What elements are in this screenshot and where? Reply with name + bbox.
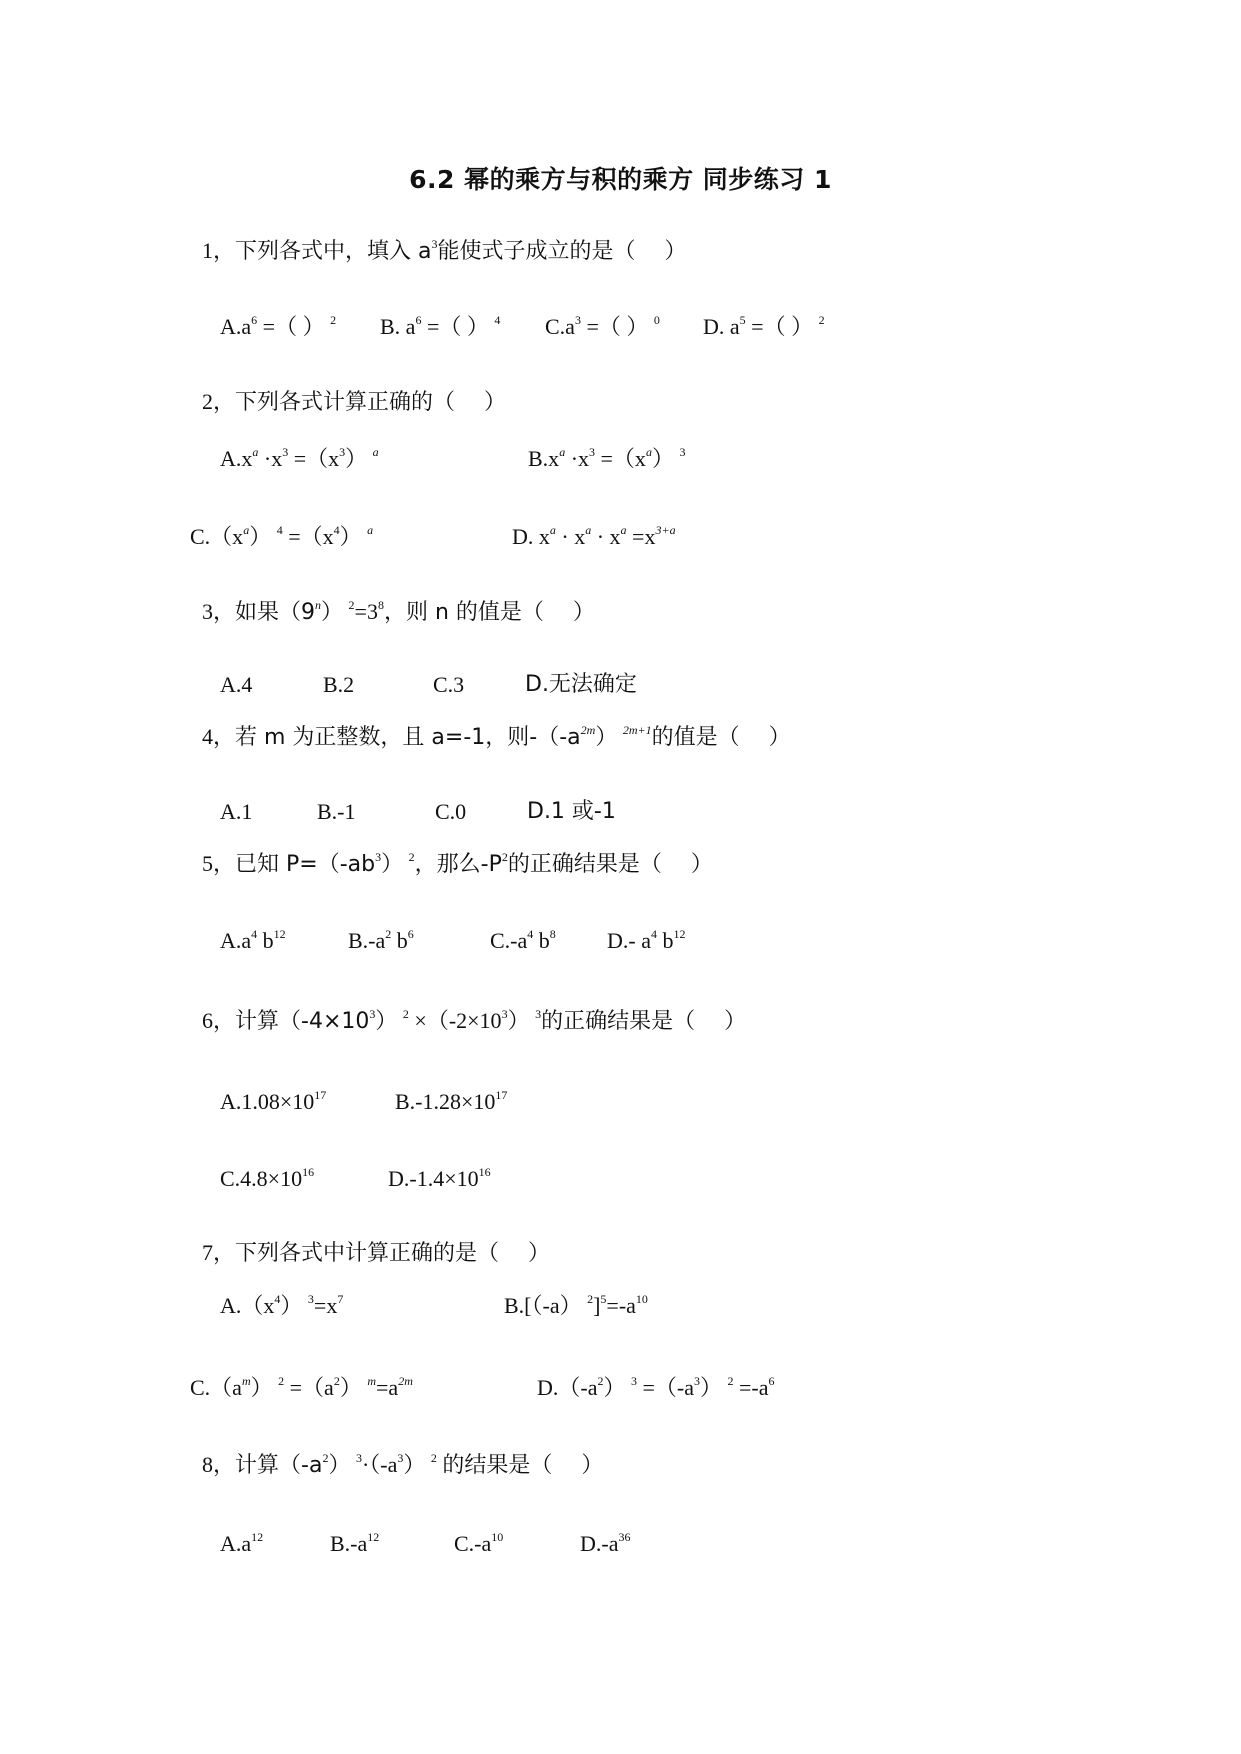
stem-text: 下列各式中计算正确的是（ ） bbox=[235, 1241, 551, 1266]
superscript: 3 bbox=[307, 1292, 314, 1306]
question-number: 8， bbox=[202, 1452, 236, 1477]
option-text: =（ ） bbox=[257, 314, 325, 339]
option-text: =（x bbox=[595, 446, 646, 471]
option-b[interactable] bbox=[504, 1291, 648, 1321]
option-text: b bbox=[391, 928, 408, 953]
option-text: C.4.8×10 bbox=[220, 1166, 303, 1191]
option-text: =（x bbox=[288, 446, 340, 471]
option-text: B.-a bbox=[330, 1531, 368, 1556]
option-b[interactable] bbox=[380, 312, 500, 342]
option-text: A.a bbox=[220, 314, 252, 339]
superscript: 2 bbox=[587, 1292, 594, 1306]
superscript: a bbox=[645, 445, 652, 459]
option-a[interactable]: A.4 bbox=[220, 672, 253, 697]
superscript: 2 bbox=[278, 1374, 285, 1388]
option-text: D.- a bbox=[607, 928, 651, 953]
stem-text: ） bbox=[507, 1008, 530, 1033]
option-text: ） bbox=[280, 1293, 303, 1318]
superscript: 4 bbox=[274, 1292, 281, 1306]
stem-text: ） bbox=[403, 1452, 426, 1477]
superscript: 17 bbox=[314, 1088, 327, 1102]
option-c[interactable] bbox=[545, 312, 660, 342]
option-d[interactable] bbox=[703, 312, 825, 342]
option-text: b bbox=[656, 928, 674, 953]
superscript: 4 bbox=[527, 927, 534, 941]
superscript: a bbox=[559, 445, 566, 459]
option-text: ） bbox=[339, 524, 362, 549]
stem-text: 的值是（ ） bbox=[651, 725, 791, 750]
superscript: m bbox=[241, 1374, 251, 1388]
option-c[interactable]: C.3 bbox=[433, 672, 465, 697]
superscript: 3 bbox=[574, 313, 581, 327]
superscript: 7 bbox=[337, 1292, 344, 1306]
superscript: 3 bbox=[589, 445, 596, 459]
option-text: b bbox=[533, 928, 550, 953]
option-a[interactable] bbox=[220, 1529, 263, 1559]
question-6-stem bbox=[202, 1006, 746, 1037]
option-text: D.-1.4×10 bbox=[388, 1166, 479, 1191]
option-text: ·x bbox=[565, 446, 590, 471]
option-text: =（x bbox=[282, 524, 334, 549]
superscript: 3 bbox=[282, 445, 289, 459]
superscript: 3 bbox=[397, 1451, 404, 1465]
superscript: 3 bbox=[679, 445, 686, 459]
stem-text: 已知 P=（-ab bbox=[235, 852, 376, 877]
option-b[interactable] bbox=[395, 1087, 507, 1117]
stem-text: ） bbox=[381, 851, 404, 876]
option-c[interactable] bbox=[190, 522, 373, 552]
superscript: m bbox=[367, 1374, 377, 1388]
superscript: 4 bbox=[494, 313, 501, 327]
superscript: a bbox=[549, 523, 556, 537]
option-a[interactable] bbox=[220, 312, 336, 342]
superscript: 6 bbox=[407, 927, 414, 941]
stem-text: 能使式子成立的是（ ） bbox=[437, 239, 687, 264]
option-text: B.[（-a） bbox=[504, 1293, 582, 1318]
option-text: C.-a bbox=[490, 928, 528, 953]
option-d[interactable]: D.1 或-1 bbox=[527, 799, 616, 824]
option-text: =（ ） bbox=[580, 314, 649, 339]
option-a[interactable]: A.1 bbox=[220, 799, 253, 824]
question-3-stem bbox=[202, 597, 595, 628]
superscript: 3+a bbox=[655, 523, 676, 537]
stem-text: 如果（9 bbox=[235, 600, 316, 625]
superscript: 4 bbox=[251, 927, 258, 941]
option-text: ） bbox=[249, 524, 272, 549]
option-a[interactable] bbox=[220, 1087, 326, 1117]
option-text: C.a bbox=[545, 314, 575, 339]
question-7-stem bbox=[202, 1238, 550, 1269]
superscript: a bbox=[620, 523, 627, 537]
option-c[interactable]: C.0 bbox=[435, 799, 467, 824]
superscript: 2 bbox=[348, 598, 355, 612]
superscript: 2 bbox=[501, 850, 508, 864]
stem-text: 的结果是（ ） bbox=[442, 1453, 604, 1478]
superscript: 17 bbox=[495, 1088, 508, 1102]
option-text: ·x bbox=[258, 446, 283, 471]
option-text: · x bbox=[555, 524, 586, 549]
stem-text: ） bbox=[595, 724, 618, 749]
superscript: 3 bbox=[339, 445, 346, 459]
superscript: 12 bbox=[273, 927, 286, 941]
superscript: 4 bbox=[276, 523, 283, 537]
stem-text: ） bbox=[328, 1452, 351, 1477]
question-2-stem bbox=[202, 387, 506, 418]
superscript: 2 bbox=[597, 1374, 604, 1388]
superscript: 2 bbox=[322, 1451, 329, 1465]
option-text: =（a bbox=[284, 1375, 334, 1400]
superscript: 5 bbox=[600, 1292, 607, 1306]
superscript: 2 bbox=[333, 1374, 340, 1388]
superscript: 3 bbox=[369, 1007, 376, 1021]
superscript: 12 bbox=[367, 1530, 380, 1544]
option-d[interactable]: D.无法确定 bbox=[525, 672, 637, 697]
superscript: 6 bbox=[768, 1374, 775, 1388]
question-8-stem bbox=[202, 1450, 603, 1481]
superscript: 10 bbox=[491, 1530, 504, 1544]
option-text: =a bbox=[376, 1375, 399, 1400]
option-c[interactable] bbox=[490, 926, 556, 956]
superscript: 2 bbox=[385, 927, 392, 941]
option-b[interactable] bbox=[330, 1529, 379, 1559]
superscript: 10 bbox=[635, 1292, 648, 1306]
superscript: 12 bbox=[673, 927, 686, 941]
option-d[interactable] bbox=[512, 522, 676, 552]
superscript: 3 bbox=[375, 850, 382, 864]
option-text: ） bbox=[651, 446, 674, 471]
superscript: 8 bbox=[377, 598, 384, 612]
superscript: 3 bbox=[535, 1007, 542, 1021]
option-text: · x bbox=[591, 524, 621, 549]
page-title: 6.2 幂的乘方与积的乘方 同步练习 1 bbox=[409, 165, 832, 194]
superscript: 3 bbox=[694, 1374, 700, 1388]
stem-text: ，则 n 的值是（ ） bbox=[383, 600, 595, 625]
question-number: 4， bbox=[202, 724, 236, 749]
superscript: 3 bbox=[355, 1451, 362, 1465]
stem-text: 下列各式中，填入 a bbox=[235, 239, 432, 264]
stem-text: ，那么-P bbox=[414, 852, 502, 877]
superscript: 2m bbox=[580, 723, 596, 737]
superscript: 36 bbox=[618, 1530, 631, 1544]
option-text: =（ ） bbox=[421, 314, 489, 339]
option-text: D.（-a bbox=[537, 1375, 598, 1400]
question-number: 2， bbox=[202, 389, 236, 414]
stem-text: 的正确结果是（ ） bbox=[507, 852, 713, 877]
option-text: ] bbox=[593, 1293, 601, 1318]
option-c[interactable] bbox=[190, 1373, 413, 1403]
superscript: 5 bbox=[739, 313, 746, 327]
question-number: 1， bbox=[202, 238, 236, 263]
option-b[interactable] bbox=[348, 926, 414, 956]
option-text: A.1.08×10 bbox=[220, 1089, 315, 1114]
superscript: 16 bbox=[478, 1165, 491, 1179]
superscript: 2m bbox=[398, 1374, 413, 1388]
option-text: =（-a bbox=[637, 1375, 694, 1400]
option-d[interactable] bbox=[537, 1373, 775, 1403]
superscript: a bbox=[585, 523, 592, 537]
superscript: 2 bbox=[430, 1451, 437, 1465]
superscript: 2 bbox=[818, 313, 825, 327]
option-text: ） bbox=[345, 446, 368, 471]
option-text: B.-1.28×10 bbox=[395, 1089, 496, 1114]
option-a[interactable] bbox=[220, 444, 379, 474]
option-b[interactable]: B.2 bbox=[323, 672, 355, 697]
superscript: 12 bbox=[251, 1530, 264, 1544]
superscript: a bbox=[252, 445, 259, 459]
superscript: a bbox=[372, 445, 379, 459]
superscript: a bbox=[243, 523, 250, 537]
option-text: A.x bbox=[220, 446, 253, 471]
question-number: 5， bbox=[202, 851, 236, 876]
option-c[interactable] bbox=[454, 1529, 503, 1559]
option-text: =x bbox=[313, 1293, 338, 1318]
stem-text: 若 m 为正整数，且 a=-1，则-（-a bbox=[235, 725, 581, 750]
option-text: =（ ） bbox=[745, 314, 814, 339]
superscript: 6 bbox=[251, 313, 258, 327]
option-text: D. a bbox=[703, 314, 740, 339]
superscript: 2 bbox=[408, 850, 415, 864]
option-c[interactable] bbox=[220, 1164, 314, 1194]
option-text: =-a bbox=[733, 1375, 769, 1400]
option-b[interactable]: B.-1 bbox=[317, 799, 356, 824]
option-b[interactable] bbox=[528, 444, 685, 474]
stem-text: ） bbox=[375, 1008, 398, 1033]
stem-text: =3 bbox=[354, 599, 378, 624]
superscript: 2m+1 bbox=[622, 723, 652, 737]
option-text: B.-a bbox=[348, 928, 386, 953]
option-text: b bbox=[257, 928, 274, 953]
option-d[interactable] bbox=[607, 926, 685, 956]
question-5-stem bbox=[202, 849, 713, 880]
option-text: =-a bbox=[606, 1293, 636, 1318]
superscript: 4 bbox=[333, 523, 340, 537]
option-a[interactable] bbox=[220, 926, 286, 956]
stem-text: 计算（-4×10 bbox=[235, 1009, 370, 1034]
option-text: A.a bbox=[220, 1531, 252, 1556]
stem-text: ×（-2×10 bbox=[408, 1008, 502, 1033]
question-number: 7， bbox=[202, 1240, 236, 1265]
superscript: 3 bbox=[501, 1007, 508, 1021]
stem-text: 的正确结果是（ ） bbox=[541, 1009, 747, 1034]
option-text: C.（x bbox=[190, 524, 244, 549]
superscript: 3 bbox=[431, 237, 438, 251]
stem-text: ） bbox=[321, 599, 344, 624]
option-text: A.a bbox=[220, 928, 252, 953]
superscript: 4 bbox=[650, 927, 657, 941]
option-text: ） bbox=[603, 1375, 626, 1400]
superscript: 2 bbox=[727, 1374, 734, 1388]
stem-text: 计算（-a bbox=[235, 1453, 323, 1478]
option-text: =x bbox=[626, 524, 656, 549]
question-number: 3， bbox=[202, 599, 236, 624]
option-text: ） bbox=[250, 1375, 273, 1400]
superscript: 3 bbox=[631, 1374, 637, 1388]
option-text: D. x bbox=[512, 524, 550, 549]
option-a[interactable] bbox=[220, 1291, 343, 1321]
superscript: 16 bbox=[302, 1165, 315, 1179]
option-text: A.（x bbox=[220, 1293, 275, 1318]
option-d[interactable] bbox=[580, 1529, 630, 1559]
stem-text: 下列各式计算正确的（ ） bbox=[235, 390, 507, 415]
option-text: ） bbox=[700, 1375, 723, 1400]
stem-text: ·（-a bbox=[361, 1452, 398, 1477]
option-text: B. a bbox=[380, 314, 416, 339]
option-text: B.x bbox=[528, 446, 560, 471]
superscript: n bbox=[315, 598, 322, 612]
question-4-stem bbox=[202, 722, 791, 753]
option-text: C.（a bbox=[190, 1375, 242, 1400]
superscript: 0 bbox=[653, 313, 660, 327]
superscript: 2 bbox=[402, 1007, 409, 1021]
superscript: 8 bbox=[549, 927, 556, 941]
question-1-stem bbox=[202, 236, 687, 267]
superscript: 2 bbox=[330, 313, 337, 327]
superscript: 6 bbox=[415, 313, 422, 327]
superscript: a bbox=[367, 523, 374, 537]
option-d[interactable] bbox=[388, 1164, 491, 1194]
option-text: C.-a bbox=[454, 1531, 492, 1556]
option-text: D.-a bbox=[580, 1531, 619, 1556]
option-text: ） bbox=[339, 1375, 362, 1400]
question-number: 6， bbox=[202, 1008, 236, 1033]
